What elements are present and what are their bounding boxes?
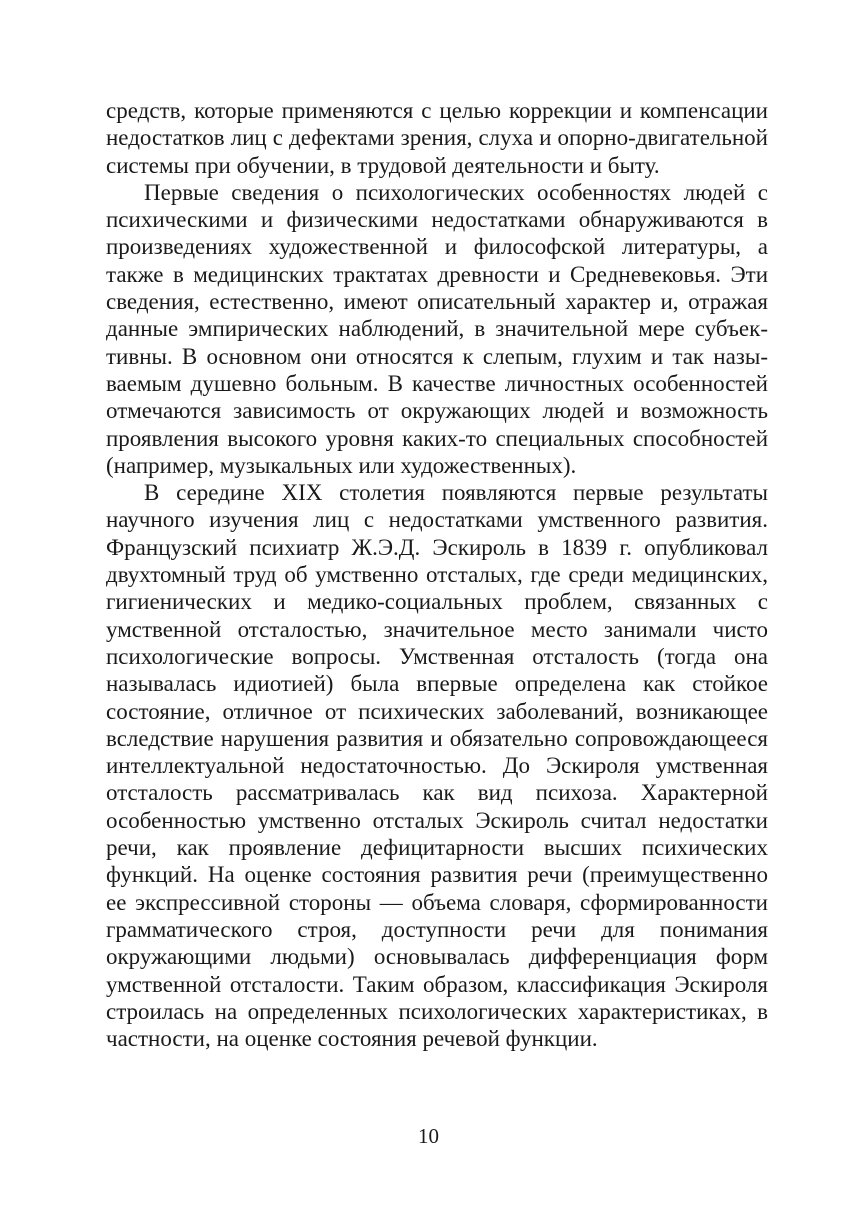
paragraph-continuation: средств, которые применяются с целью коррекции и компенсации недостатков лиц с дефектами зрения, слуха и опорно-двигательной системы при обучении, в трудовой деятельности и быту.	[106, 98, 768, 178]
paragraph-esquirol: В середине XIX столетия появляются первые результаты научного изучения лиц с недостатками умственного развития. Французский психиатр Ж.Э.Д. Эскироль в 1839 г. опубликовал двухтомный труд об умственно отсталых, где среди медицинских, гигиенических и медико-социальных проблем, связанных с умственной отсталостью, значительное место занимали чисто психологические вопросы. Умственная отсталость (тогда она называлась идиотией) была впервые определена как стойкое состояние, отличное от психических заболеваний, возникающее вследствие нарушения развития и обязательно сопровождающееся интеллектуальной недостаточностью. До Эскироля умственная отсталость рассматривалась как вид психоза. Характерной особенностью умственно отсталых Эскироль считал недостатки речи, как проявление дефицитарности высших психических функций. На оценке состояния развития речи (преимущественно ее экспрессивной стороны — объема словаря, сформированности грамматического строя, доступности речи для понимания окружающими людьми) основывалась дифференциация форм умственной отсталости. Таким образом, классификация Эскироля строилась на определенных психологических характеристиках, в частности, на оценке состояния речевой функции.	[106, 480, 768, 1052]
page-body	[106, 97, 768, 1052]
paragraph-early-sources: Первые сведения о психологических особенностях людей с психическими и физическими недостатками обнаруживаются в произведениях художественной и философской литературы, а также в медицинских трактатах древности и Средневековья. Эти сведения, естественно, имеют описательный характер и, отражая данные эмпирических наблюдений, в значительной мере субъективны. В основном они относятся к слепым, глухим и так называемым душевно больным. В качестве личностных особенностей отмечаются зависимость от окружающих людей и возможность проявления высокого уровня каких-то специальных способностей (например, музыкальных или художественных).	[106, 179, 768, 478]
page-number: 10	[418, 1124, 439, 1148]
